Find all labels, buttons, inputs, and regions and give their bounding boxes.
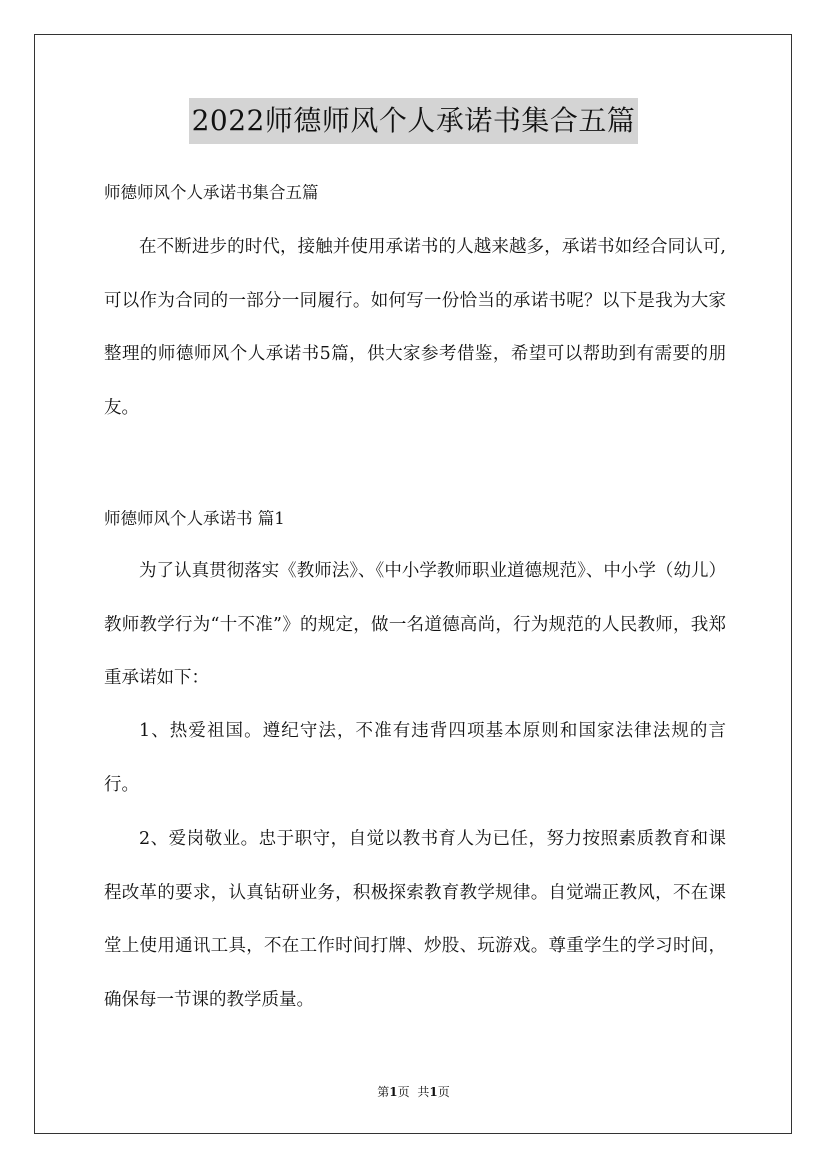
- page-label-prefix: 第: [377, 1085, 390, 1099]
- intro-paragraph: 在不断进步的时代，接触并使用承诺书的人越来越多，承诺书如经合同认可,可以作为合同的一部分一同履行。如何写一份恰当的承诺书呢？以下是我为大家整理的师德师风个人承诺书5篇，供大家参考借鉴，希望可以帮助到有需要的朋友。: [104, 237, 726, 418]
- commitment-item-2: 2、爱岗敬业。忠于职守，自觉以教书育人为已任，努力按照素质教育和课程改革的要求，认真钻研业务，积极探索教育教学规律。自觉端正教风，不在课堂上使用通讯工具，不在工作时间打牌、炒股、玩游戏。尊重学生的学习时间，确保每一节课的教学质量。: [104, 829, 726, 1010]
- document-subtitle: 师德师风个人承诺书集合五篇: [104, 183, 319, 202]
- page-label-suffix: 页: [397, 1085, 410, 1099]
- document-title-block: [0, 98, 827, 144]
- total-label-suffix: 页: [437, 1085, 450, 1099]
- page-footer: [0, 1084, 827, 1100]
- commitment-paragraph: 为了认真贯彻落实《教师法》、《中小学教师职业道德规范》、中小学（幼儿）教师教学行为“十不准”》的规定，做一名道德高尚，行为规范的人民教师，我郑重承诺如下：: [104, 561, 726, 688]
- total-label-prefix: 共: [417, 1085, 430, 1099]
- page-number: 1: [389, 1085, 398, 1099]
- section-heading: 师德师风个人承诺书 篇1: [104, 509, 285, 528]
- commitment-item-1: 1、热爱祖国。遵纪守法，不准有违背四项基本原则和国家法律法规的言行。: [104, 721, 726, 795]
- total-pages: 1: [429, 1085, 438, 1099]
- document-title: 2022师德师风个人承诺书集合五篇: [189, 98, 639, 144]
